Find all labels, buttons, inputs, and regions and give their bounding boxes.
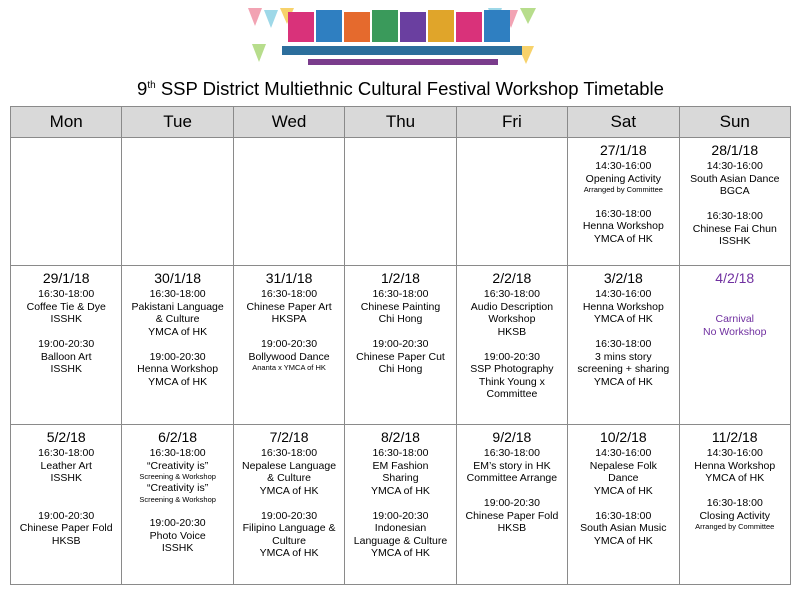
cell-spacer: [570, 195, 676, 208]
cell-line: 19:00-20:30: [372, 338, 429, 350]
festival-logo: [248, 4, 538, 78]
cell-line: YMCA of HK: [593, 375, 653, 388]
cell-line: Chinese Paper Fold: [465, 509, 559, 522]
cell-line: Sharing: [382, 472, 419, 484]
cell-line: 16:30-18:00: [261, 447, 318, 459]
cell-line: 14:30-16:00: [706, 447, 763, 459]
cell-line: Henna Workshop: [137, 363, 219, 375]
cell-date: 9/2/18: [492, 429, 532, 445]
day-cell: [233, 266, 344, 425]
day-cell: [122, 266, 233, 425]
day-cell: [679, 138, 790, 266]
cell-date: 28/1/18: [711, 142, 759, 158]
title-ordinal-suffix: th: [147, 79, 156, 91]
cell-line: Henna Workshop: [582, 300, 664, 313]
cell-line: Chinese Paper Cut: [356, 350, 445, 363]
cell-spacer: [459, 338, 565, 351]
cell-line: 16:30-18:00: [372, 447, 429, 459]
cell-date: 1/2/18: [381, 270, 420, 286]
cell-line: Chi Hong: [378, 363, 423, 375]
cell-line: Henna Workshop: [694, 459, 776, 472]
cell-line: 14:30-16:00: [595, 447, 652, 459]
day-cell: [233, 425, 344, 585]
cell-line: YMCA of HK: [259, 484, 319, 497]
day-header-mon: Mon: [11, 107, 122, 138]
cell-line: 14:30-16:00: [595, 288, 652, 300]
cell-line: & Culture: [155, 313, 200, 325]
cell-line: 16:30-18:00: [483, 447, 540, 459]
cell-spacer: [124, 338, 230, 351]
cell-date: 7/2/18: [269, 429, 309, 445]
cell-spacer: [682, 198, 788, 211]
cell-line: 19:00-20:30: [372, 509, 429, 522]
cell-line: ISSHK: [719, 235, 751, 247]
festival-logo-banner: [248, 4, 538, 78]
day-header-row: [11, 107, 791, 138]
day-cell: [456, 425, 567, 585]
day-cell: [11, 266, 122, 425]
cell-line: & Culture: [267, 472, 311, 484]
cell-line: YMCA of HK: [593, 534, 653, 547]
cell-line: HKSPA: [271, 313, 307, 325]
cell-line: Arranged by Committee: [583, 185, 663, 194]
cell-line: EM Fashion: [372, 459, 429, 472]
cell-line: Nepalese Folk: [589, 459, 657, 472]
cell-line: Chinese Painting: [360, 300, 441, 313]
cell-date: 3/2/18: [603, 270, 643, 286]
page-title: [0, 78, 801, 100]
cell-line: 16:30-18:00: [595, 338, 652, 350]
cell-spacer: [236, 326, 342, 339]
cell-line: 16:30-18:00: [706, 210, 763, 222]
cell-line: Filipino Language &: [242, 522, 336, 534]
cell-line: “Creativity is”: [147, 459, 209, 472]
cell-line: Screening & Workshop: [139, 472, 216, 481]
cell-line: Coffee Tie & Dye: [26, 300, 106, 313]
week-row: [11, 266, 791, 425]
cell-line: 19:00-20:30: [38, 338, 95, 350]
cell-line: 16:30-18:00: [149, 288, 206, 300]
cell-line: HKSB: [497, 325, 527, 338]
day-cell: [456, 138, 567, 266]
day-cell: [568, 425, 679, 585]
cell-line: 16:30-18:00: [372, 288, 429, 300]
day-header-fri: Fri: [456, 107, 567, 138]
cell-line: ISSHK: [50, 363, 82, 375]
cell-line: Culture: [272, 534, 306, 547]
workshop-timetable: [10, 106, 791, 585]
cell-line: YMCA of HK: [259, 547, 319, 559]
cell-line: ISSHK: [50, 313, 82, 325]
cell-line: YMCA of HK: [593, 313, 653, 325]
cell-line: 19:00-20:30: [149, 350, 206, 363]
cell-line: Chi Hong: [378, 313, 423, 325]
timetable-body: [11, 138, 791, 585]
cell-line: 16:30-18:00: [149, 447, 206, 459]
cell-date: 10/2/18: [599, 429, 647, 445]
day-cell: [122, 425, 233, 585]
cell-line: 14:30-16:00: [595, 160, 652, 172]
cell-line: 19:00-20:30: [483, 497, 540, 509]
cell-line: South Asian Music: [580, 522, 667, 534]
cell-line: ISSHK: [50, 472, 82, 484]
day-header-sun: Sun: [679, 107, 790, 138]
cell-line: Workshop: [488, 313, 536, 325]
day-cell: [456, 266, 567, 425]
cell-line: 16:30-18:00: [261, 288, 318, 300]
cell-line: screening + sharing: [577, 363, 670, 375]
cell-line: Nepalese Language: [242, 459, 337, 472]
cell-line: Carnival: [715, 313, 755, 325]
cell-line: 19:00-20:30: [149, 517, 206, 529]
cell-line: BGCA: [719, 185, 750, 197]
cell-date: 31/1/18: [265, 270, 313, 286]
day-cell: [345, 266, 456, 425]
cell-line: 16:30-18:00: [38, 447, 95, 459]
title-text: SSP District Multiethnic Cultural Festival Workshop Timetable: [155, 78, 664, 99]
cell-line: “Creativity is”: [147, 482, 209, 494]
cell-line: Chinese Paper Art: [246, 300, 332, 313]
cell-line: Balloon Art: [40, 350, 92, 363]
cell-line: YMCA of HK: [371, 547, 430, 559]
cell-line: HKSB: [497, 522, 527, 534]
cell-line: Dance: [608, 472, 639, 484]
cell-line: Audio Description: [470, 300, 554, 313]
cell-line: Photo Voice: [149, 529, 206, 542]
cell-line: Indonesian: [374, 522, 427, 534]
cell-line: 16:30-18:00: [595, 509, 652, 522]
cell-line: 19:00-20:30: [483, 350, 540, 363]
day-cell: [345, 138, 456, 266]
cell-line: Ananta x YMCA of HK: [252, 363, 326, 372]
cell-date: 4/2/18: [715, 270, 755, 286]
cell-spacer: [124, 505, 230, 518]
cell-date: 8/2/18: [381, 429, 420, 445]
cell-spacer: [570, 326, 676, 339]
cell-line: South Asian Dance: [690, 172, 780, 185]
cell-date: 29/1/18: [42, 270, 90, 286]
cell-line: No Workshop: [703, 325, 767, 338]
cell-spacer: [459, 485, 565, 498]
cell-line: Henna Workshop: [582, 220, 664, 232]
cell-line: Language & Culture: [353, 534, 448, 547]
day-cell: [11, 425, 122, 585]
cell-line: HKSB: [51, 534, 81, 547]
cell-line: Pakistani Language: [131, 300, 224, 313]
multilingual-subtitle-icon: [308, 59, 498, 65]
cell-date: 5/2/18: [46, 429, 86, 445]
cell-line: 19:00-20:30: [38, 509, 95, 522]
english-title-bar-icon: [282, 46, 522, 55]
cell-line: EM’s story in HK: [473, 459, 551, 472]
cell-line: YMCA of HK: [148, 375, 208, 388]
day-cell: [679, 266, 790, 425]
day-cell: [679, 425, 790, 585]
cell-line: YMCA of HK: [148, 325, 208, 338]
cell-line: Arranged by Committee: [695, 522, 775, 531]
cell-spacer: [347, 326, 453, 339]
cell-line: ISSHK: [161, 542, 194, 554]
day-cell: [11, 138, 122, 266]
cell-line: YMCA of HK: [593, 484, 653, 497]
title-number: 9: [137, 78, 148, 99]
cell-spacer: [682, 485, 788, 498]
cell-date: 6/2/18: [158, 429, 198, 445]
cell-spacer: [13, 326, 119, 339]
cell-date: 2/2/18: [492, 270, 532, 286]
cell-line: Opening Activity: [585, 172, 661, 185]
cell-line: 14:30-16:00: [706, 160, 763, 172]
cell-line: 16:30-18:00: [483, 288, 540, 300]
cell-line: 16:30-18:00: [706, 497, 763, 509]
day-header-wed: Wed: [233, 107, 344, 138]
cell-line: YMCA of HK: [593, 232, 653, 245]
day-cell: [122, 138, 233, 266]
cell-spacer: [682, 288, 788, 301]
day-cell: [233, 138, 344, 266]
cell-spacer: [570, 497, 676, 510]
day-cell: [345, 425, 456, 585]
cell-line: Bollywood Dance: [248, 350, 330, 363]
cell-line: 16:30-18:00: [38, 288, 95, 300]
week-row: [11, 425, 791, 585]
cell-line: Committee: [486, 388, 538, 400]
cell-line: 16:30-18:00: [595, 207, 652, 220]
cell-line: Chinese Fai Chun: [692, 222, 777, 235]
cell-line: 3 mins story: [595, 350, 652, 363]
day-header-sat: Sat: [568, 107, 679, 138]
day-cell: [568, 138, 679, 266]
cell-line: Committee Arrange: [466, 472, 558, 484]
cell-date: 11/2/18: [711, 429, 758, 445]
day-header-tue: Tue: [122, 107, 233, 138]
cell-spacer: [236, 497, 342, 510]
cell-line: YMCA of HK: [371, 484, 430, 497]
cell-line: Screening & Workshop: [139, 494, 216, 504]
cell-line: SSP Photography: [470, 363, 554, 375]
cell-line: Chinese Paper Fold: [19, 522, 113, 534]
cell-date: 30/1/18: [154, 270, 201, 286]
cell-date: 27/1/18: [599, 142, 647, 158]
cell-line: Leather Art: [40, 459, 92, 472]
day-header-thu: Thu: [345, 107, 456, 138]
cell-spacer: [347, 497, 453, 510]
cell-line: Think Young x: [478, 375, 545, 388]
cell-line: 19:00-20:30: [261, 338, 318, 350]
cell-spacer: [13, 485, 119, 498]
cell-spacer: [13, 497, 119, 510]
festival-chinese-title-icon: [288, 10, 510, 42]
cell-line: Closing Activity: [699, 509, 771, 522]
week-row: [11, 138, 791, 266]
day-cell: [568, 266, 679, 425]
cell-line: YMCA of HK: [705, 472, 765, 484]
cell-line: 19:00-20:30: [261, 509, 318, 522]
cell-spacer: [682, 301, 788, 314]
